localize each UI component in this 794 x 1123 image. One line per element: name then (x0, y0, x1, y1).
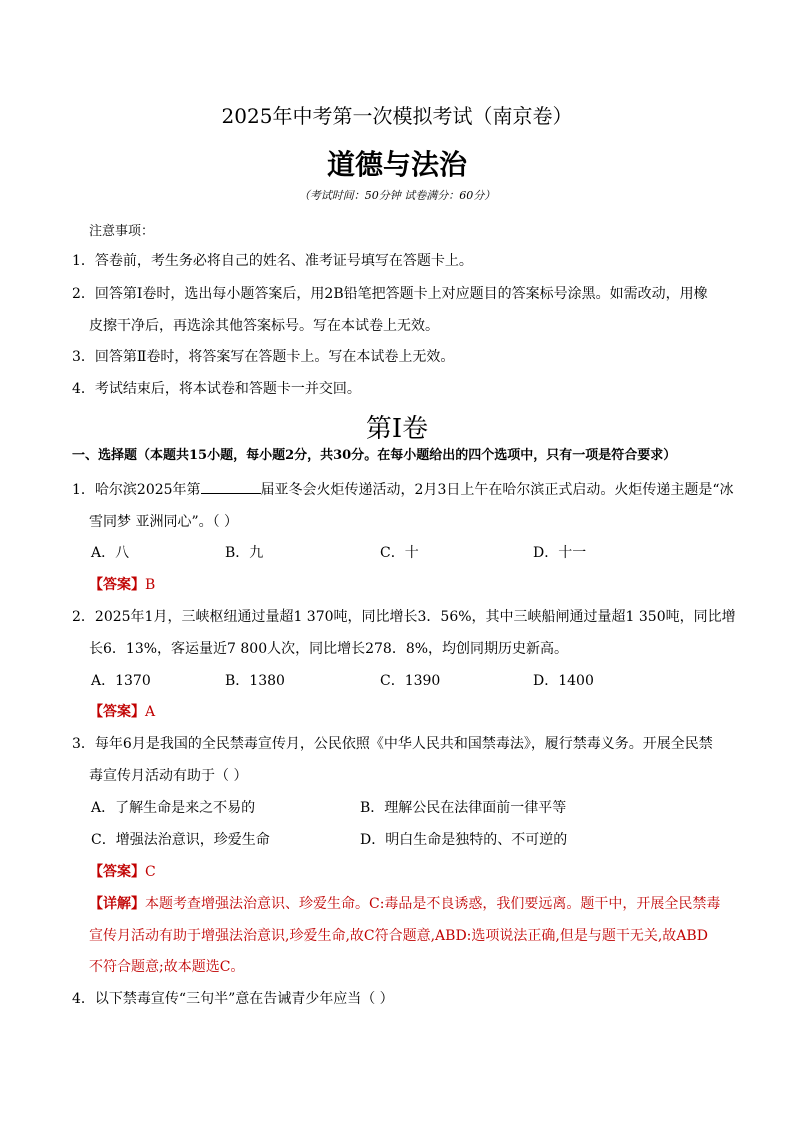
question-1-text: 1．哈尔滨2025年第 (72, 482, 201, 498)
notice-item: 4．考试结束后，将本试卷和答题卡一并交回。 (72, 381, 361, 397)
option-b: B．1380 (225, 673, 285, 689)
question-1-text: 届亚冬会火炬传递活动，2月3日上午在哈尔滨正式启动。火炬传递主题是“冰 (260, 482, 734, 498)
question-3-line: 毒宣传月活动有助于（ ） (89, 768, 248, 784)
detail-line (89, 893, 720, 913)
notice-title: 注意事项： (89, 224, 155, 239)
question-1-line: 雪同梦 亚洲同心”。（ ） (89, 514, 239, 530)
option-c: C．增强法治意识，珍爱生命 (91, 832, 270, 848)
option-c: C．十 (380, 545, 419, 561)
notice-item: 1．答卷前，考生务必将自己的姓名、准考证号填写在答题卡上。 (72, 253, 473, 269)
fill-blank (201, 479, 261, 494)
detail-text: 本题考查增强法治意识、珍爱生命。C:毒品是不良诱惑，我们要远离。题干中，开展全民禁毒 (145, 896, 721, 912)
question-3-line: 3．每年6月是我国的全民禁毒宣传月，公民依照《中华人民共和国禁毒法》，履行禁毒义务。开展全民禁 (72, 736, 713, 752)
notice-item: 皮擦干净后，再选涂其他答案标号。写在本试卷上无效。 (89, 318, 439, 334)
option-b: B．九 (225, 545, 264, 561)
exam-title: 2025年中考第一次模拟考试（南京卷） (221, 104, 573, 128)
section-heading: 第Ⅰ卷 (365, 414, 429, 444)
notice-item: 2．回答第Ⅰ卷时，选出每小题答案后，用2B铅笔把答题卡上对应题目的答案标号涂黑。如需改动，用橡 (72, 286, 708, 302)
answer-label: 【答案】 (89, 864, 145, 880)
option-d: D．1400 (533, 673, 594, 689)
option-d: D．十一 (533, 545, 587, 561)
option-a: A．了解生命是来之不易的 (91, 800, 256, 816)
detail-label: 【详解】 (89, 896, 145, 912)
answer-value: C (145, 864, 156, 880)
answer-line (89, 701, 155, 721)
answer-line (89, 574, 155, 594)
option-a: A．1370 (91, 673, 151, 689)
option-d: D．明白生命是独特的、不可逆的 (360, 832, 568, 848)
question-4-line: 4．以下禁毒宣传“三句半”意在告诫青少年应当（ ） (72, 991, 394, 1007)
option-a: A．八 (91, 545, 130, 561)
answer-value: A (145, 704, 156, 720)
question-1-line (72, 479, 734, 499)
question-2-line: 2．2025年1月，三峡枢纽通过量超1 370吨，同比增长3．56%，其中三峡船闸通过量超1 350吨，同比增 (72, 609, 736, 625)
answer-line (89, 861, 156, 881)
exam-meta: （考试时间：50分钟 试卷满分：60分） (298, 189, 496, 202)
part-heading: 一、选择题（本题共15小题，每小题2分，共30分。在每小题给出的四个选项中，只有一项是符合要求） (72, 448, 677, 463)
detail-text: 宣传月活动有助于增强法治意识,珍爱生命,故C符合题意,ABD:选项说法正确,但是与题干无关,故ABD (89, 928, 708, 944)
subject-title: 道德与法治 (326, 148, 467, 181)
answer-label: 【答案】 (89, 704, 145, 720)
answer-value: B (145, 577, 156, 593)
notice-item: 3．回答第Ⅱ卷时，将答案写在答题卡上。写在本试卷上无效。 (72, 349, 455, 365)
answer-label: 【答案】 (89, 577, 145, 593)
question-2-line: 长6．13%，客运量近7 800人次，同比增长278．8%，均创同期历史新高。 (89, 641, 569, 657)
option-c: C．1390 (380, 673, 441, 689)
option-b: B．理解公民在法律面前一律平等 (360, 800, 567, 816)
detail-text: 不符合题意;故本题选C。 (89, 959, 245, 975)
